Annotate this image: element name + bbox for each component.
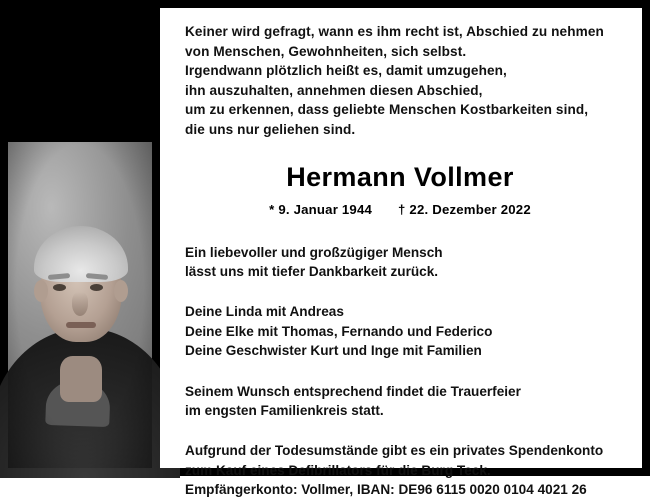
- life-dates: [185, 202, 615, 217]
- left-black-column: [0, 0, 160, 476]
- notice-content: [185, 22, 615, 500]
- deceased-name: Hermann Vollmer: [286, 161, 514, 192]
- donation-line: Aufgrund der Todesumstände gibt es ein privates Spendenkonto: [185, 443, 604, 459]
- ceremony-line: im engsten Familienkreis statt.: [185, 403, 384, 418]
- poem-line: um zu erkennen, dass geliebte Menschen Kostbarkeiten sind,: [185, 102, 589, 118]
- donation-line: zum Kauf eines Defibrillators für die Burg Teck.: [185, 462, 491, 478]
- ceremony-line: Seinem Wunsch entsprechend findet die Trauerfeier: [185, 383, 521, 399]
- photo-vignette: [8, 142, 152, 468]
- poem-block: [185, 22, 615, 140]
- donation-block: [185, 441, 615, 499]
- poem-line: Keiner wird gefragt, wann es ihm recht ist, Abschied zu nehmen: [185, 24, 604, 39]
- poem-line: von Menschen, Gewohnheiten, sich selbst.: [185, 43, 467, 59]
- portrait-photo: [8, 142, 152, 468]
- poem-line: ihn auszuhalten, annehmen diesen Abschied,: [185, 82, 483, 98]
- donation-account-line: Empfängerkonto: Vollmer, IBAN: DE96 6115 0020 0104 4021 26: [185, 482, 587, 498]
- death-date: † 22. Dezember 2022: [398, 201, 531, 217]
- family-line: Deine Geschwister Kurt und Inge mit Familien: [185, 343, 482, 359]
- tribute-block: [185, 243, 615, 282]
- tribute-line: lässt uns mit tiefer Dankbarkeit zurück.: [185, 263, 439, 279]
- family-block: [185, 302, 615, 360]
- poem-line: Irgendwann plötzlich heißt es, damit umzugehen,: [185, 63, 507, 79]
- notice-card: [160, 8, 642, 498]
- family-line: Deine Elke mit Thomas, Fernando und Federico: [185, 323, 493, 339]
- poem-line: die uns nur geliehen sind.: [185, 121, 356, 137]
- family-line: Deine Linda mit Andreas: [185, 304, 344, 320]
- ceremony-block: [185, 382, 615, 421]
- tribute-line: Ein liebevoller und großzügiger Mensch: [185, 244, 443, 260]
- birth-date: * 9. Januar 1944: [269, 201, 373, 217]
